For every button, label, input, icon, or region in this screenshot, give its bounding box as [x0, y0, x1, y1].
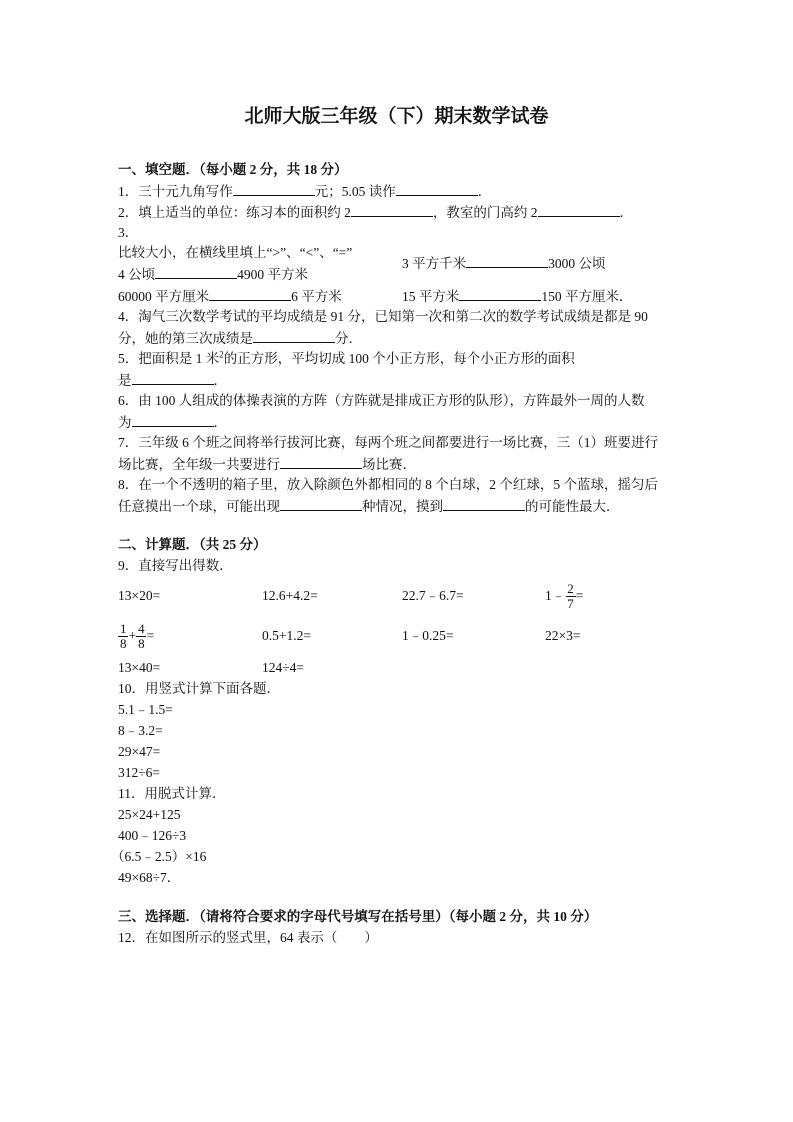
answer-blank[interactable] [132, 412, 214, 427]
question-5-line1: 5．把面积是 1 米$^2$的正方形，平均切成 100 个小正方形，每个小正方形的面积 [118, 349, 575, 366]
calc-item: 22.7﹣6.7= [402, 588, 464, 603]
question-11-title: 11．用脱式计算． [118, 786, 226, 801]
question-8-line1: 8．在一个不透明的箱子里，放入除颜色外都相同的 8 个白球，2 个红球，5 个蓝球，摇匀后 [118, 477, 658, 492]
answer-blank[interactable] [396, 181, 478, 196]
calc-item: 29×47= [118, 744, 161, 759]
calc-item: 49×68÷7． [118, 870, 181, 885]
calc-item-fraction: 1﹣ $\frac{2}{7}$ = [545, 581, 584, 612]
calc-item: 400﹣126÷3 [118, 828, 187, 843]
fraction: $\frac{1}{8}$ [120, 621, 127, 652]
answer-blank[interactable] [459, 286, 541, 301]
calc-item-fraction: $\frac{1}{8}$ + $\frac{4}{8}$ = [120, 621, 155, 652]
calc-item: 5.1﹣1.5= [118, 702, 173, 717]
question-3-instruction: 比较大小，在横线里填上“>”、“<”、“=” [118, 245, 353, 260]
question-3-compare-4: 15 平方米 150 平方厘米． [402, 286, 633, 307]
calc-item: （6.5﹣2.5）×16 [111, 849, 207, 864]
answer-blank[interactable] [155, 264, 237, 279]
calc-item: 12.6+4.2= [262, 588, 318, 603]
calc-item: 22×3= [545, 628, 581, 643]
question-4-line2: 分，她的第三次成绩是 分． [118, 328, 362, 349]
question-9-title: 9．直接写出得数． [118, 558, 233, 573]
question-7-line2: 场比赛，全年级一共要进行 场比赛． [118, 454, 416, 475]
answer-blank[interactable] [280, 454, 362, 469]
calc-item: 1﹣0.25= [402, 628, 454, 643]
calc-item: 25×24+125 [118, 807, 181, 822]
answer-blank[interactable] [538, 202, 620, 217]
answer-blank[interactable] [443, 496, 525, 511]
answer-blank[interactable] [253, 328, 335, 343]
page-title: 北师大版三年级（下）期末数学试卷 [244, 106, 549, 127]
answer-blank[interactable] [351, 202, 433, 217]
question-2: 2．填上适当的单位：练习本的面积约 2 ，教室的门高约 2 ． [118, 202, 633, 223]
calc-item: 13×20= [118, 588, 161, 603]
question-3-number: 3． [118, 225, 139, 240]
question-3-compare-1: 4 公顷 4900 平方米 [118, 264, 308, 285]
answer-blank[interactable] [280, 496, 362, 511]
question-4-line1: 4．淘气三次数学考试的平均成绩是 91 分，已知第一次和第二次的数学考试成绩是都是 90 [118, 309, 648, 324]
section3-header: 三、选择题．（请将符合要求的字母代号填写在括号里）（每小题 2 分，共 10 分） [118, 909, 598, 924]
calc-item: 124÷4= [262, 660, 305, 675]
question-8-line2: 任意摸出一个球，可能出现 种情况，摸到 的可能性最大． [118, 496, 620, 517]
answer-blank[interactable] [132, 370, 214, 385]
question-1: 1．三十元九角写作 元；5.05 读作 ． [118, 181, 491, 202]
question-10-title: 10．用竖式计算下面各题． [118, 681, 280, 696]
calc-item: 312÷6= [118, 765, 161, 780]
calc-item: 8﹣3.2= [118, 723, 163, 738]
calc-item: 13×40= [118, 660, 161, 675]
answer-blank[interactable] [466, 253, 548, 268]
question-7-line1: 7．三年级 6 个班之间将举行拔河比赛，每两个班之间都要进行一场比赛，三（1）班要进行 [118, 435, 658, 450]
question-3-compare-3: 60000 平方厘米 6 平方米 [118, 286, 342, 307]
calc-item: 0.5+1.2= [262, 628, 311, 643]
section1-header: 一、填空题．（每小题 2 分，共 18 分） [118, 162, 348, 177]
answer-blank[interactable] [209, 286, 291, 301]
section2-header: 二、计算题．（共 25 分） [118, 537, 267, 552]
question-12: 12．在如图所示的竖式里，64 表示（ ） [118, 930, 378, 945]
question-6-line2: 为 ． [118, 412, 227, 433]
question-6-line1: 6．由 100 人组成的体操表演的方阵（方阵就是排成正方形的队形），方阵最外一周的人数 [118, 393, 645, 408]
fraction: $\frac{2}{7}$ [567, 581, 574, 612]
question-3-compare-2: 3 平方千米 3000 公顷 [402, 253, 606, 274]
fraction: $\frac{4}{8}$ [138, 621, 145, 652]
answer-blank[interactable] [233, 181, 315, 196]
question-5-line2: 是 ． [118, 370, 227, 391]
